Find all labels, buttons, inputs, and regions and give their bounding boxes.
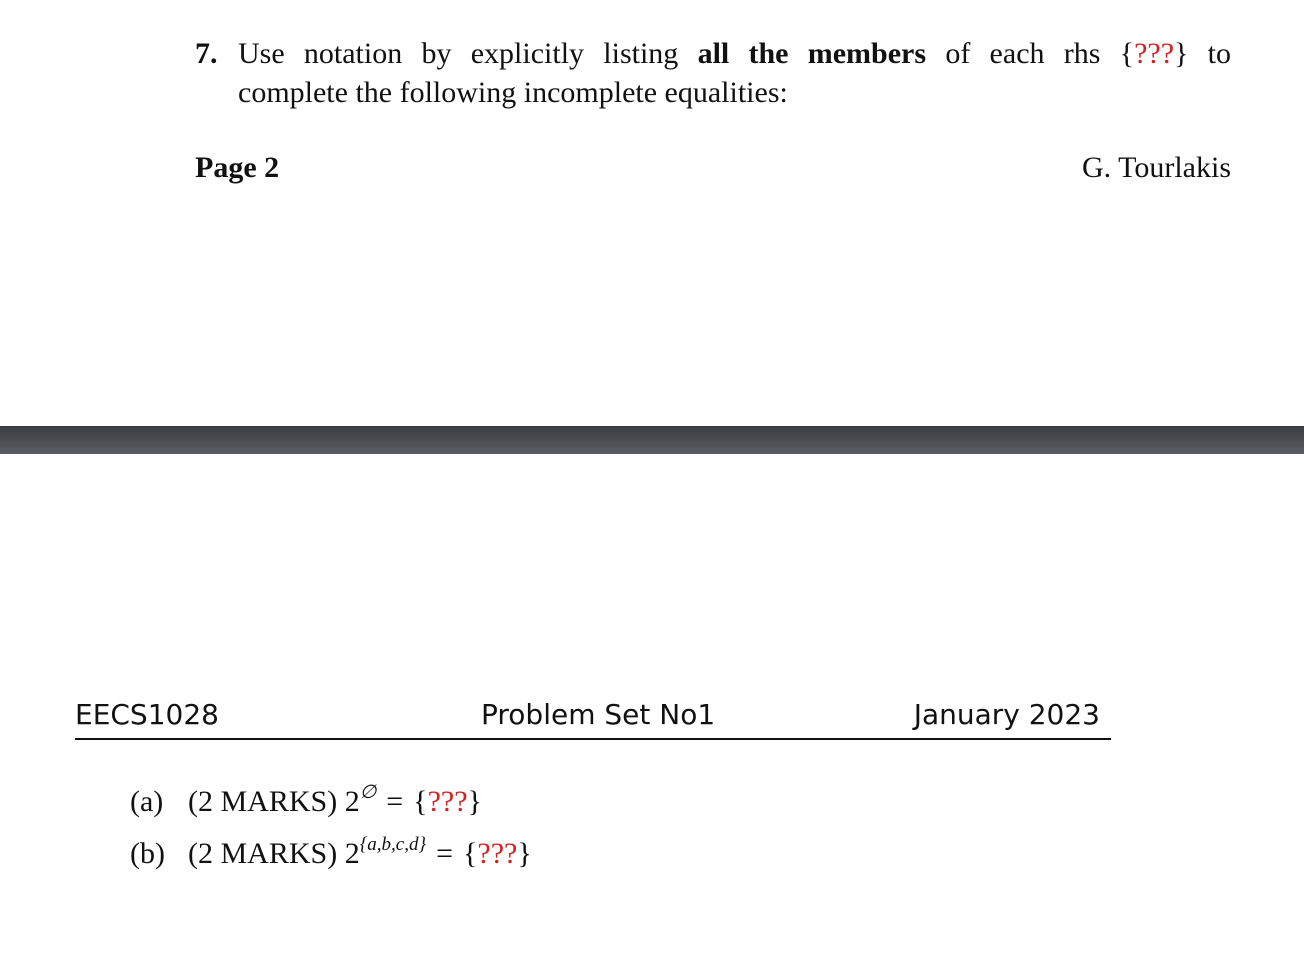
header-course: EECS1028 [75, 698, 219, 731]
question-line-1 [238, 34, 1231, 73]
item-equals: = [386, 785, 404, 818]
page-number: Page 2 [195, 151, 280, 184]
document-page-1 [0, 0, 1304, 426]
sub-question-list [130, 782, 532, 889]
sub-question-b [130, 834, 532, 889]
question-end: } to [1174, 37, 1232, 70]
question-7 [195, 34, 1231, 112]
author-name: G. Tourlakis [1081, 151, 1231, 184]
running-header [75, 698, 1111, 740]
question-line-2: complete the following incomplete equalities: [238, 76, 788, 109]
question-number: 7. [195, 37, 218, 70]
item-close-brace: } [467, 785, 482, 818]
item-base: 2 [344, 837, 360, 870]
item-marks: (2 MARKS) [188, 837, 338, 870]
question-intro: Use notation by explicitly listing [238, 37, 679, 70]
question-emphasis: all the members [697, 37, 927, 70]
item-equals: = [436, 837, 453, 870]
item-open-brace: { [463, 837, 478, 870]
item-placeholder: ??? [427, 785, 468, 818]
document-page-2 [0, 454, 1304, 970]
sub-question-a [130, 782, 532, 837]
item-marks: (2 MARKS) [188, 785, 338, 818]
item-exponent: ∅ [359, 782, 377, 803]
item-open-brace: { [413, 785, 428, 818]
question-mid: of each rhs { [945, 37, 1135, 70]
page-divider [0, 426, 1304, 454]
item-label: (a) [130, 785, 164, 818]
item-label: (b) [130, 837, 165, 870]
question-text [238, 34, 1231, 112]
question-placeholder: ??? [1134, 37, 1175, 70]
header-title: Problem Set No1 [481, 698, 716, 731]
item-exponent: {a,b,c,d} [359, 834, 427, 855]
item-close-brace: } [517, 837, 532, 870]
item-placeholder: ??? [477, 837, 518, 870]
item-base: 2 [344, 785, 360, 818]
header-date: January 2023 [913, 698, 1100, 731]
